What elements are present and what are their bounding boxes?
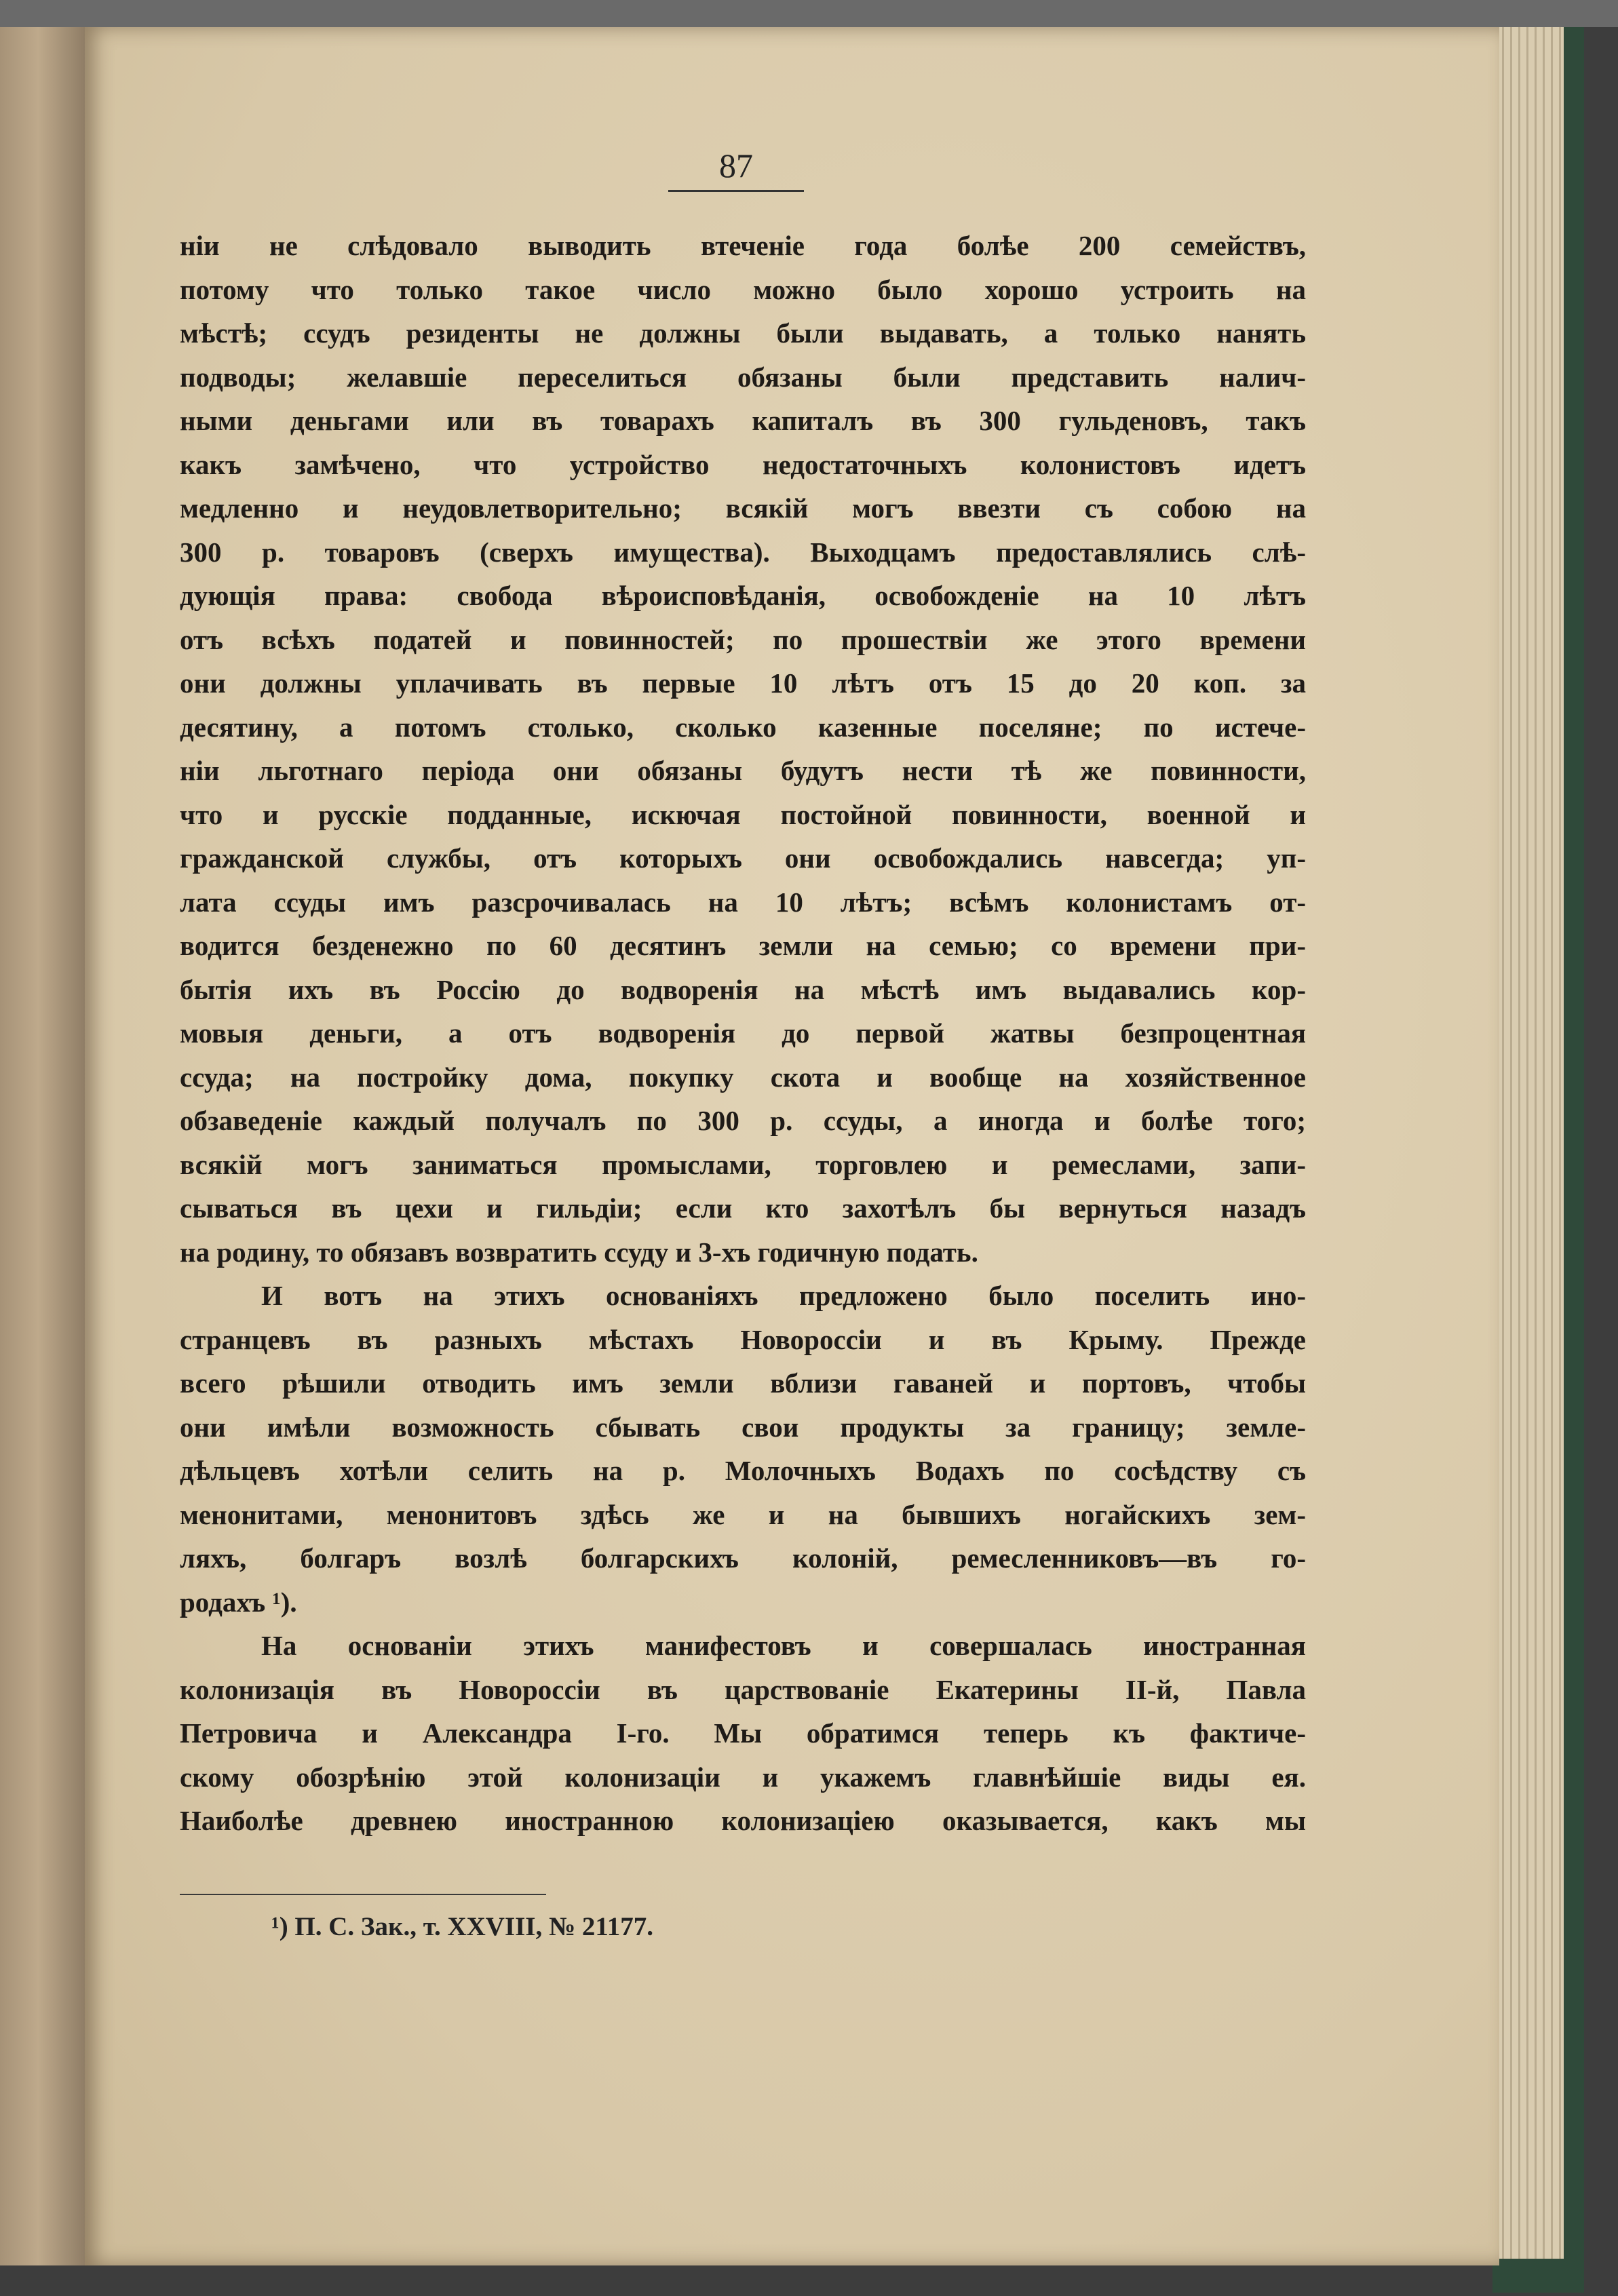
text-line: они имѣли возможность сбывать свои продукты за границу; земле-	[180, 1411, 1306, 1443]
text-line: ссуда; на постройку дома, покупку скота и вообще на хозяйственное	[180, 1061, 1306, 1093]
text-line: лата ссуды имъ разсрочивалась на 10 лѣтъ; всѣмъ колонистамъ от-	[180, 886, 1306, 918]
text-line: ніи не слѣдовало выводить втеченіе года болѣе 200 семействъ,	[180, 230, 1306, 261]
text-line: потому что только такое число можно было хорошо устроить на	[180, 273, 1306, 305]
text-line: менонитами, менонитовъ здѣсь же и на бывшихъ ногайскихъ зем-	[180, 1498, 1306, 1530]
text-line: мѣстѣ; ссудъ резиденты не должны были выдавать, а только нанять	[180, 317, 1306, 349]
footnote-rule	[180, 1894, 546, 1895]
footnote: ¹) П. С. Зак., т. XXVIII, № 21177.	[271, 1912, 654, 1941]
text-line: какъ замѣчено, что устройство недостаточныхъ колонистовъ идетъ	[180, 448, 1306, 480]
text-line: колонизація въ Новороссіи въ царствованіе Екатерины II-й, Павла	[180, 1673, 1306, 1705]
page-stack-edges	[1496, 27, 1564, 2259]
text-line: всего рѣшили отводить имъ земли вблизи гаваней и портовъ, чтобы	[180, 1367, 1306, 1399]
text-line: ляхъ, болгаръ возлѣ болгарскихъ колоній, ремесленниковъ—въ го-	[180, 1542, 1306, 1574]
text-line: странцевъ въ разныхъ мѣстахъ Новороссіи и въ Крыму. Прежде	[180, 1323, 1306, 1355]
paragraph-start-line: На основаніи этихъ манифестовъ и совершалась иностранная	[261, 1630, 1306, 1661]
text-line: ніи льготнаго періода они обязаны будутъ нести тѣ же повинности,	[180, 755, 1306, 786]
body-text	[180, 224, 1306, 1843]
text-line: на родину, то обязавъ возвратить ссуду и 3-хъ годичную подать.	[180, 1236, 978, 1268]
page-number: 87	[719, 147, 753, 184]
text-line: медленно и неудовлетворительно; всякій могъ ввезти съ собою на	[180, 492, 1306, 524]
text-line: всякій могъ заниматься промыслами, торговлею и ремеслами, запи-	[180, 1148, 1306, 1180]
text-line: дующія права: свобода вѣроисповѣданія, освобожденіе на 10 лѣтъ	[180, 580, 1306, 611]
text-line: они должны уплачивать въ первые 10 лѣтъ отъ 15 до 20 коп. за	[180, 667, 1306, 699]
text-line: Петровича и Александра I-го. Мы обратимся теперь къ фактиче-	[180, 1717, 1306, 1749]
text-line: что и русскіе подданные, искючая постойной повинности, военной и	[180, 798, 1306, 830]
left-page-edge	[0, 27, 85, 2265]
text-line: скому обозрѣнію этой колонизаціи и укажемъ главнѣйшіе виды ея.	[180, 1761, 1306, 1793]
text-line: десятину, а потомъ столько, сколько казенные поселяне; по истече-	[180, 711, 1306, 743]
scan-top-margin	[0, 0, 1618, 27]
paragraph-start-line: И вотъ на этихъ основаніяхъ предложено было поселить ино-	[261, 1280, 1306, 1311]
text-line: подводы; желавшіе переселиться обязаны были представить налич-	[180, 361, 1306, 393]
text-line: бытія ихъ въ Россію до водворенія на мѣстѣ имъ выдавались кор-	[180, 973, 1306, 1005]
text-line: 300 р. товаровъ (сверхъ имущества). Выходцамъ предоставлялись слѣ-	[180, 536, 1306, 568]
page-number-rule	[668, 190, 804, 192]
text-line: водится безденежно по 60 десятинъ земли на семью; со времени при-	[180, 930, 1306, 961]
text-line: сываться въ цехи и гильдіи; если кто захотѣлъ бы вернуться назадъ	[180, 1192, 1306, 1224]
text-line: обзаведеніе каждый получалъ по 300 р. ссуды, а иногда и болѣе того;	[180, 1105, 1306, 1136]
text-line: отъ всѣхъ податей и повинностей; по прошествіи же этого времени	[180, 623, 1306, 655]
text-line: дѣльцевъ хотѣли селить на р. Молочныхъ Водахъ по сосѣдству съ	[180, 1455, 1306, 1486]
text-line: родахъ ¹).	[180, 1586, 297, 1618]
text-line: ными деньгами или въ товарахъ капиталъ въ 300 гульденовъ, такъ	[180, 405, 1306, 436]
text-line: гражданской службы, отъ которыхъ они освобождались навсегда; уп-	[180, 842, 1306, 874]
text-line: Наиболѣе древнею иностранною колонизаціею оказывается, какъ мы	[180, 1805, 1306, 1836]
text-line: мовыя деньги, а отъ водворенія до первой жатвы безпроцентная	[180, 1017, 1306, 1049]
